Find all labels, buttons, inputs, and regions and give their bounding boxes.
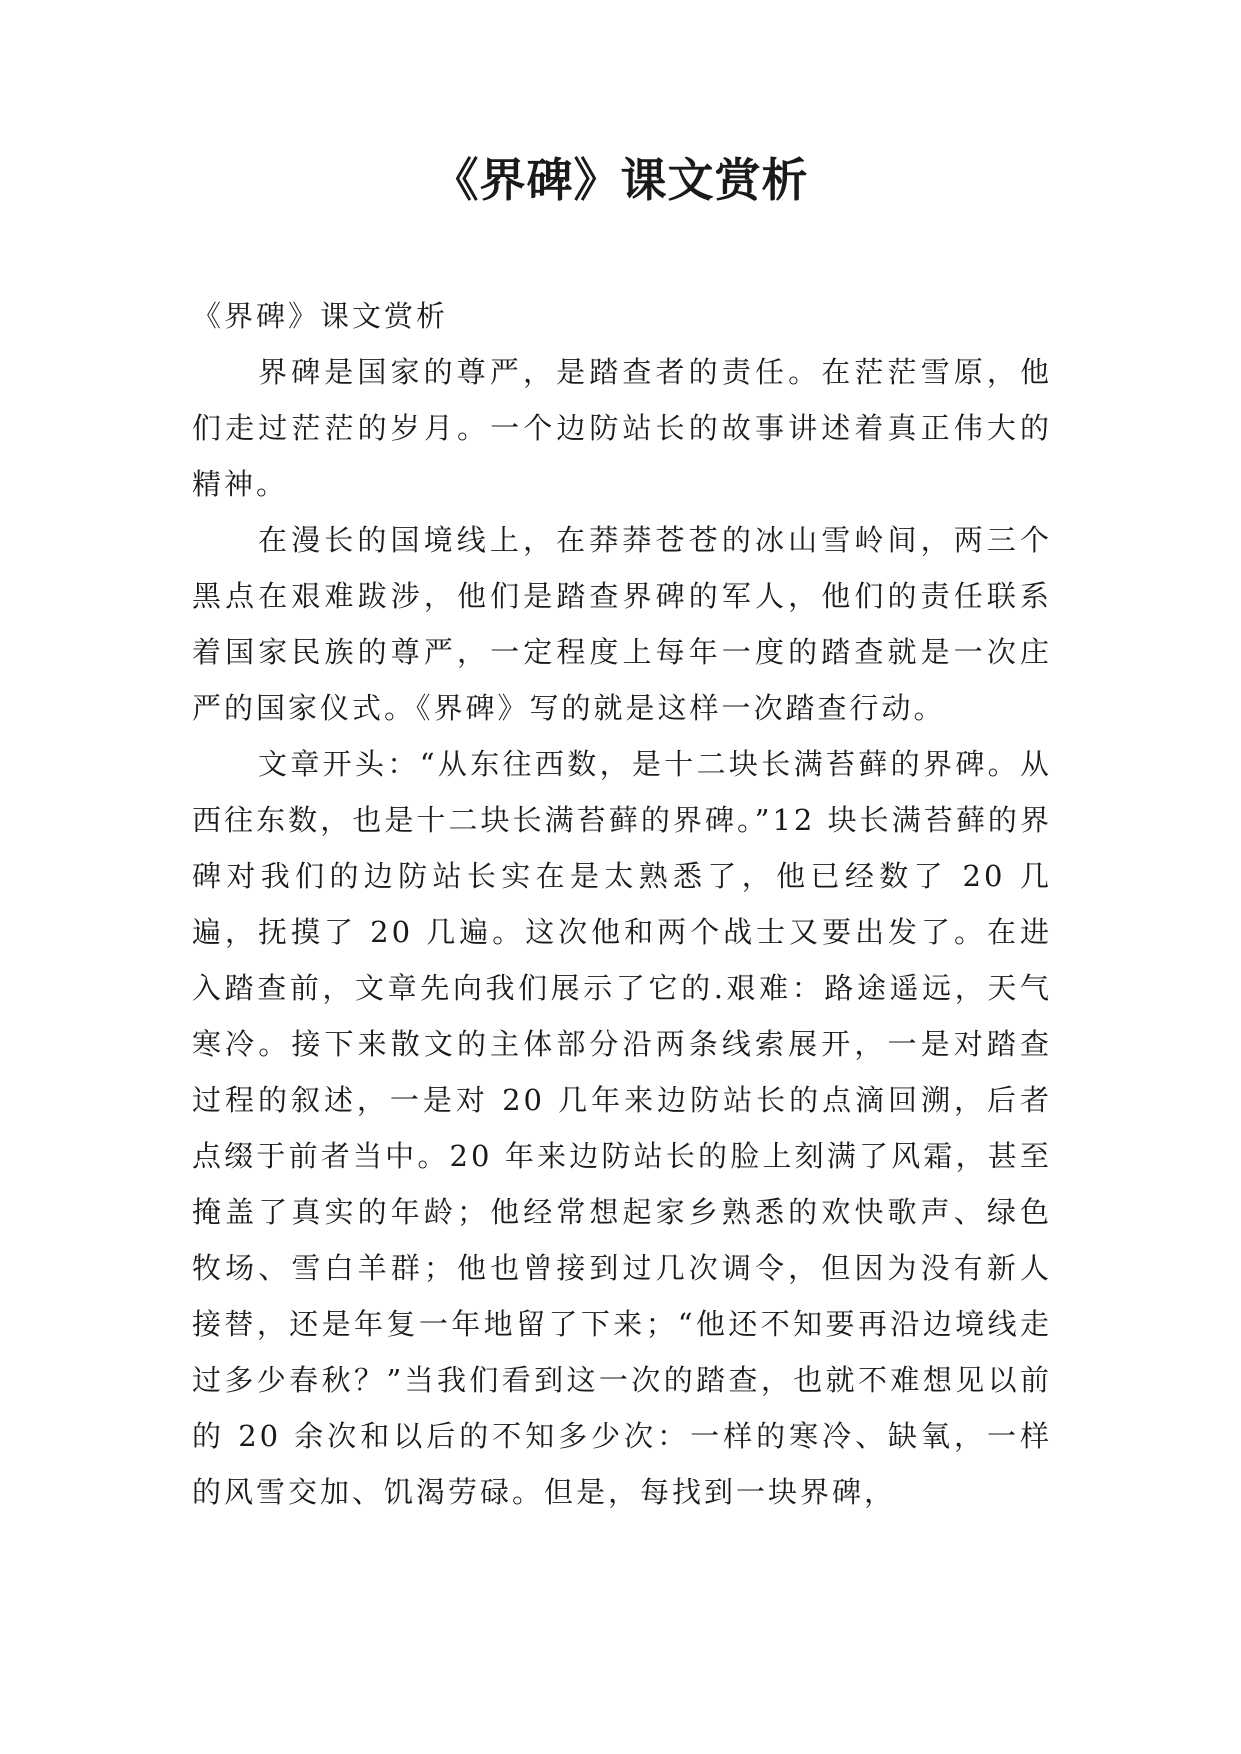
paragraph: 界碑是国家的尊严，是踏查者的责任。在茫茫雪原，他们走过茫茫的岁月。一个边防站长的故事讲述着真正伟大的精神。 xyxy=(192,355,1052,501)
article-subtitle: 《界碑》课文赏析 xyxy=(192,299,449,333)
page-title: 《界碑》课文赏析 xyxy=(432,153,809,207)
article-body xyxy=(192,288,1052,1520)
paragraph: 在漫长的国境线上，在莽莽苍苍的冰山雪岭间，两三个黑点在艰难跋涉，他们是踏查界碑的军人，他们的责任联系着国家民族的尊严，一定程度上每年一度的踏查就是一次庄严的国家仪式。《界碑》写的就是这样一次踏查行动。 xyxy=(192,523,1052,725)
paragraph: 文章开头：“从东往西数，是十二块长满苔藓的界碑。从西往东数，也是十二块长满苔藓的界碑。”12 块长满苔藓的界碑对我们的边防站长实在是太熟悉了，他已经数了 20 几遍，抚摸了 20 几遍。这次他和两个战士又要出发了。在进入踏查前，文章先向我们展示了它的.艰难：路途遥远，天气寒冷。接下来散文的主体部分沿两条线索展开，一是对踏查过程的叙述，一是对 20 几年来边防站长的点滴回溯，后者点缀于前者当中。20 年来边防站长的脸上刻满了风霜，甚至掩盖了真实的年龄；他经常想起家乡熟悉的欢快歌声、绿色牧场、雪白羊群；他也曾接到过几次调令，但因为没有新人接替，还是年复一年地留了下来；“他还不知要再沿边境线走过多少春秋？”当我们看到这一次的踏查，也就不难想见以前的 20 余次和以后的不知多少次：一样的寒冷、缺氧，一样的风雪交加、饥渴劳碌。但是，每找到一块界碑， xyxy=(192,747,1052,1509)
